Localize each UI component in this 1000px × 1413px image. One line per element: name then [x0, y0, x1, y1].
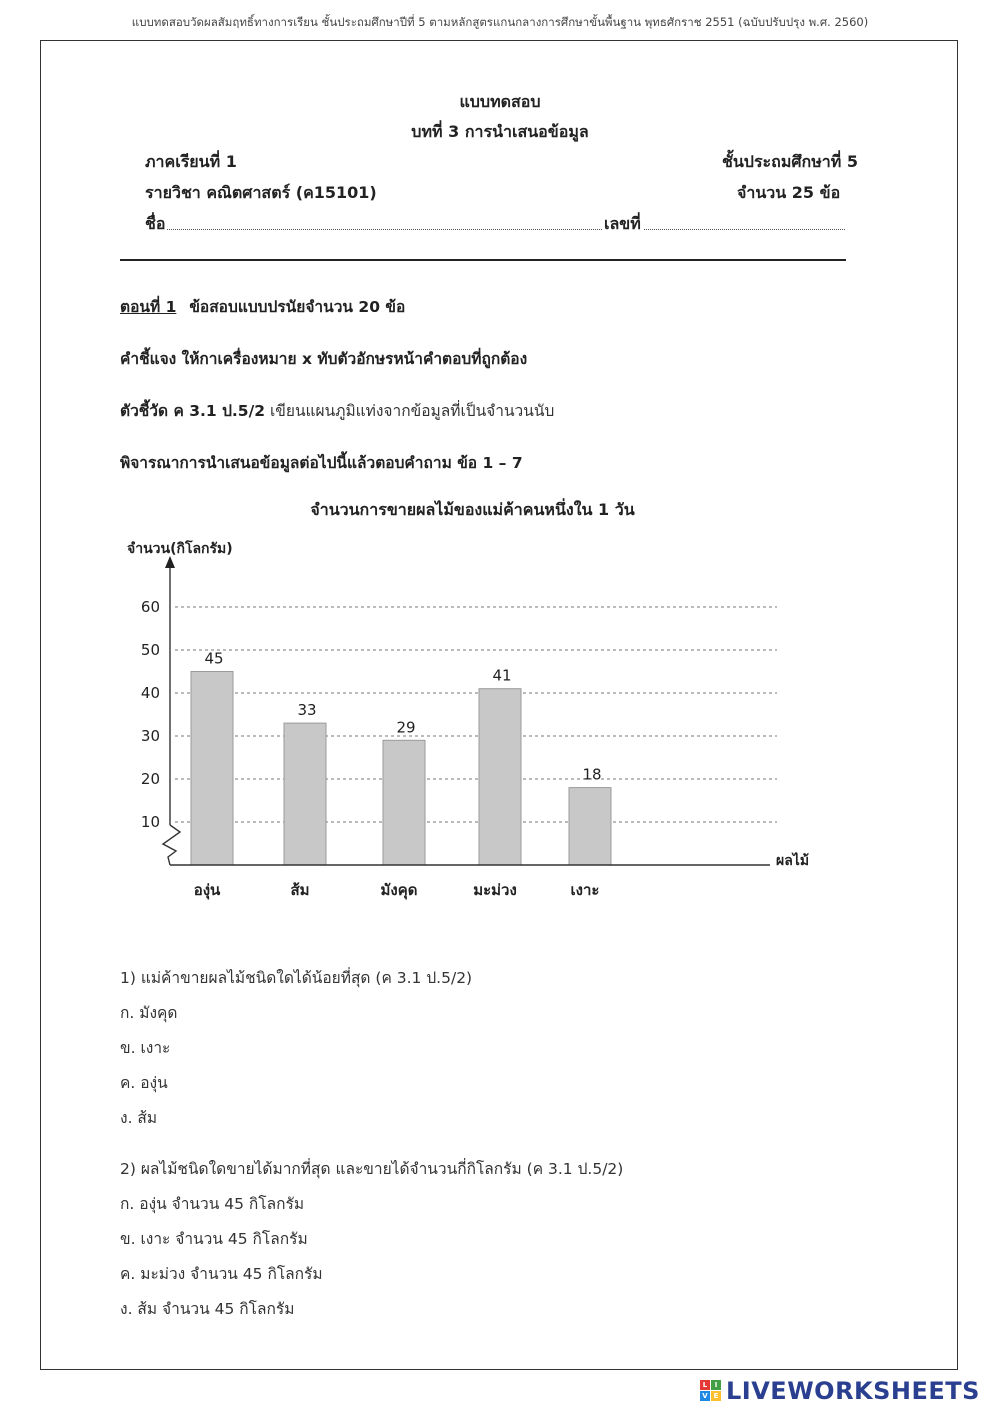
y-tick-label-40: 40	[140, 684, 160, 702]
logo-letter-l: L	[700, 1380, 710, 1390]
bar-5	[569, 788, 611, 865]
q1-choice-b[interactable]: ข. เงาะ	[120, 1039, 171, 1057]
part-label: ตอนที่ 1	[120, 298, 177, 316]
y-tick-labels	[141, 598, 160, 831]
y-tick-label-10: 10	[140, 813, 160, 831]
bars	[191, 672, 611, 866]
q2-choice-c[interactable]: ค. มะม่วง จำนวน 45 กิโลกรัม	[120, 1265, 323, 1283]
indicator-label: ตัวชี้วัด ค 3.1 ป.5/2	[120, 402, 266, 420]
category-label-3: มังคุด	[380, 881, 418, 899]
category-label-5: เงาะ	[570, 881, 600, 899]
y-axis-arrow	[165, 556, 175, 568]
bar-2	[284, 723, 326, 865]
y-tick-label-60: 60	[140, 598, 160, 616]
x-axis-label: ผลไม้	[776, 853, 810, 869]
instruction: คำชี้แจง ให้กาเครื่องหมาย x ทับตัวอักษรหน้าคำตอบที่ถูกต้อง	[120, 350, 528, 368]
logo-letter-v: V	[700, 1391, 710, 1401]
bar-value-label-1: 45	[204, 649, 224, 668]
category-label-4: มะม่วง	[473, 881, 517, 899]
indicator-text: เขียนแผนภูมิแท่งจากข้อมูลที่เป็นจำนวนนับ	[269, 402, 555, 420]
category-label-2: ส้ม	[290, 881, 310, 899]
bar-value-label-2: 33	[297, 701, 317, 720]
chapter-title: บทที่ 3 การนำเสนอข้อมูล	[411, 122, 589, 141]
category-labels	[194, 881, 600, 900]
q1-choice-c[interactable]: ค. องุ่น	[120, 1074, 168, 1092]
worksheet-title: แบบทดสอบ	[459, 92, 541, 111]
chart-title: จำนวนการขายผลไม้ของแม่ค้าคนหนึ่งใน 1 วัน	[310, 500, 635, 519]
subject-label: รายวิชา คณิตศาสตร์ (ค15101)	[145, 183, 377, 202]
bar-value-label-3: 29	[396, 718, 416, 737]
name-label: ชื่อ	[145, 214, 166, 233]
axes	[163, 556, 770, 865]
bar-value-label-5: 18	[582, 765, 602, 784]
liveworksheets-text: LIVEWORKSHEETS	[726, 1377, 980, 1405]
grade-label: ชั้นประถมศึกษาที่ 5	[722, 152, 858, 171]
y-axis-label: จำนวน(กิโลกรัม)	[127, 541, 233, 557]
y-tick-label-50: 50	[140, 641, 160, 659]
question-count-label: จำนวน 25 ข้อ	[737, 183, 841, 202]
logo-letter-e: E	[711, 1391, 721, 1401]
q1-choice-d[interactable]: ง. ส้ม	[120, 1109, 158, 1127]
logo-letter-i: I	[711, 1380, 721, 1390]
indicator	[120, 398, 554, 423]
question-2: 2) ผลไม้ชนิดใดขายได้มากที่สุด และขายได้จำนวนกี่กิโลกรัม (ค 3.1 ป.5/2)	[120, 1160, 624, 1178]
q2-choice-b[interactable]: ข. เงาะ จำนวน 45 กิโลกรัม	[120, 1230, 308, 1248]
q2-choice-d[interactable]: ง. ส้ม จำนวน 45 กิโลกรัม	[120, 1300, 295, 1318]
consider-text: พิจารณาการนำเสนอข้อมูลต่อไปนี้แล้วตอบคำถาม ข้อ 1 – 7	[120, 454, 523, 472]
bar-4	[479, 689, 521, 865]
bar-1	[191, 672, 233, 866]
number-field[interactable]	[644, 213, 845, 230]
question-1: 1) แม่ค้าขายผลไม้ชนิดใดได้น้อยที่สุด (ค 3.1 ป.5/2)	[120, 969, 473, 987]
number-label: เลขที่	[604, 214, 641, 233]
grid-lines	[175, 607, 777, 822]
liveworksheets-logo-icon	[700, 1380, 722, 1402]
part-text: ข้อสอบแบบปรนัยจำนวน 20 ข้อ	[189, 298, 406, 316]
semester-label: ภาคเรียนที่ 1	[145, 152, 237, 171]
q1-choice-a[interactable]: ก. มังคุด	[120, 1004, 178, 1022]
q2-choice-a[interactable]: ก. องุ่น จำนวน 45 กิโลกรัม	[120, 1195, 305, 1213]
bar-chart	[0, 530, 1000, 920]
bar-value-label-4: 41	[492, 666, 512, 685]
y-tick-label-30: 30	[140, 727, 160, 745]
top-note: แบบทดสอบวัดผลสัมฤทธิ์ทางการเรียน ชั้นประถมศึกษาปีที่ 5 ตามหลักสูตรแกนกลางการศึกษาขั้นพื้นฐาน พุทธศักราช 2551 (ฉบับปรับปรุง พ.ศ. 2560)	[131, 15, 869, 29]
name-field[interactable]	[167, 213, 602, 230]
part-heading	[120, 294, 405, 319]
y-tick-label-20: 20	[140, 770, 160, 788]
category-label-1: องุ่น	[193, 881, 221, 899]
liveworksheets-watermark	[700, 1377, 980, 1405]
axis-break-mark	[163, 825, 180, 865]
bar-3	[383, 740, 425, 865]
header-divider	[120, 259, 846, 261]
